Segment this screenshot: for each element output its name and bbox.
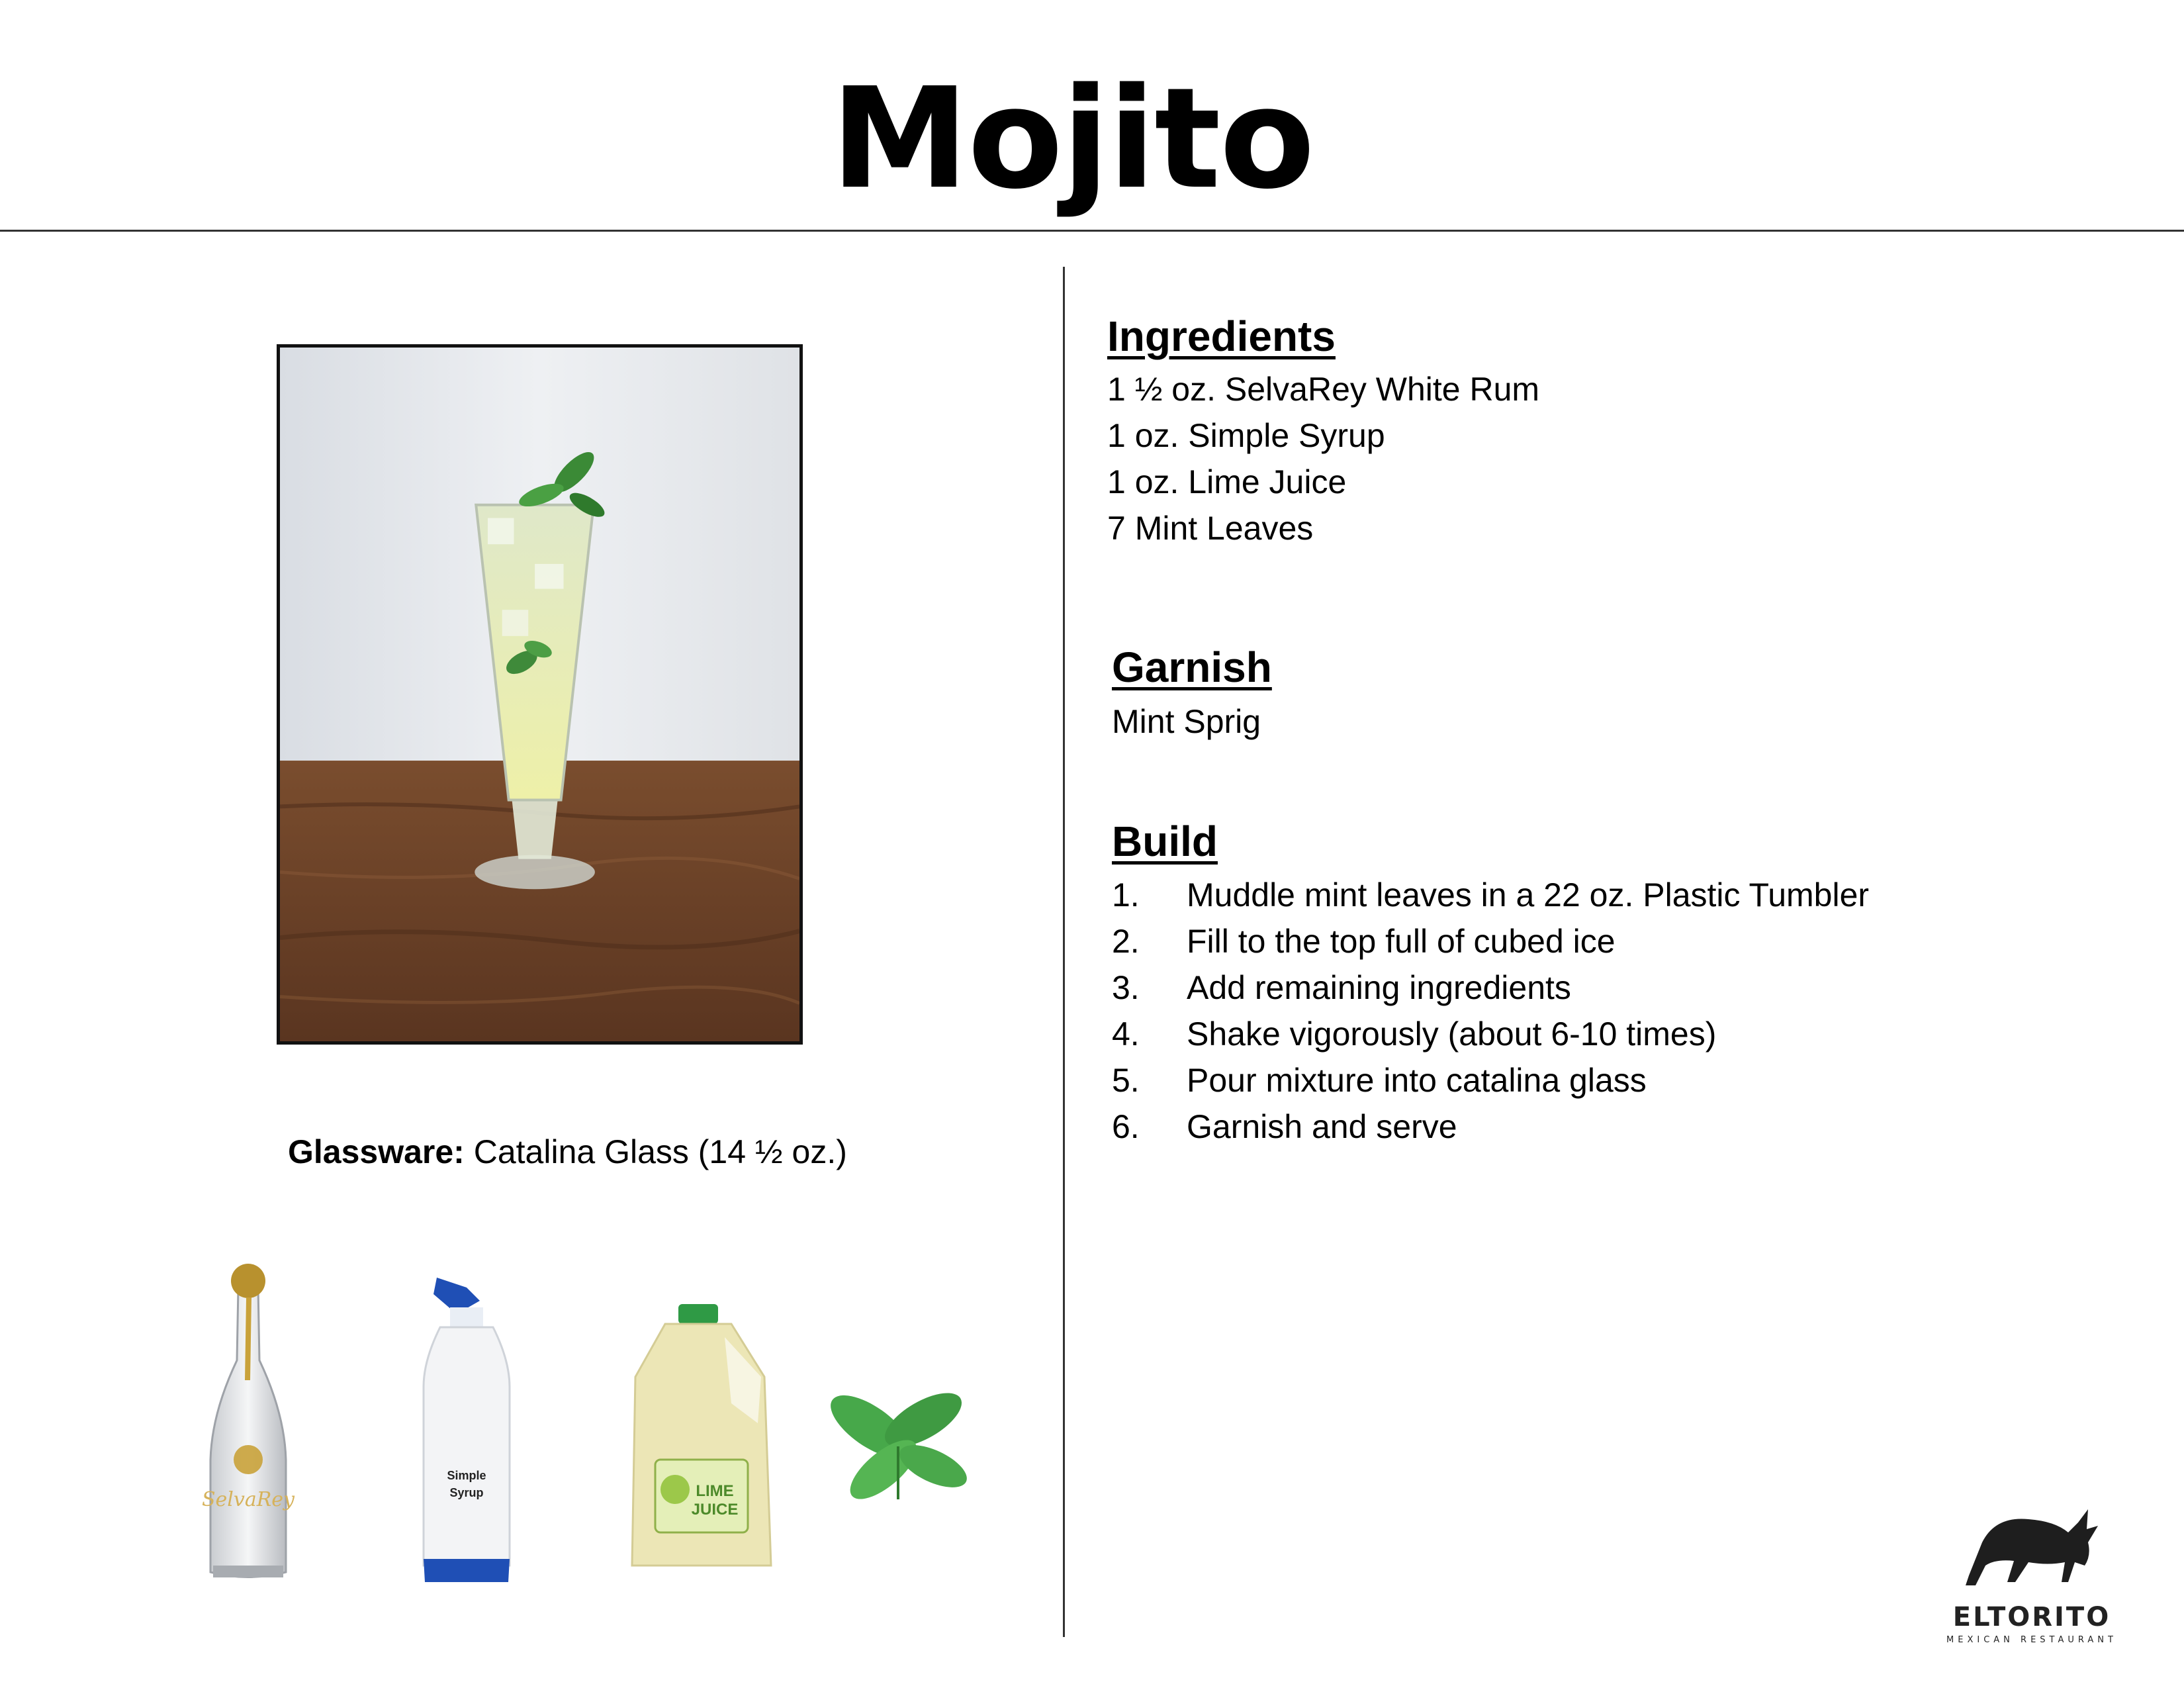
- build-heading: Build: [1112, 818, 1218, 865]
- logo-subtitle: MEXICAN RESTAURANT: [1946, 1635, 2117, 1645]
- build-step-text: Shake vigorously (about 6-10 times): [1187, 1015, 1717, 1053]
- column-divider: [1063, 267, 1065, 1637]
- rum-bottle-image: [199, 1261, 298, 1585]
- build-step-number: 4.: [1112, 1015, 1140, 1053]
- build-step-text: Fill to the top full of cubed ice: [1187, 923, 1615, 960]
- build-step-number: 5.: [1112, 1062, 1140, 1099]
- build-step-number: 6.: [1112, 1108, 1140, 1145]
- glassware-value: Catalina Glass (14 ½ oz.): [473, 1133, 847, 1170]
- cocktail-photo: [277, 344, 803, 1045]
- page-title: Mojito: [831, 58, 1314, 220]
- build-step-text: Pour mixture into catalina glass: [1187, 1062, 1647, 1099]
- build-step-text: Muddle mint leaves in a 22 oz. Plastic Tumbler: [1187, 876, 1870, 914]
- syrup-label-line-2: Syrup: [449, 1486, 484, 1499]
- glassware-line: [288, 1132, 847, 1172]
- lime-juice-jug-image: [625, 1304, 778, 1572]
- build-step-number: 1.: [1112, 876, 1140, 914]
- syrup-label-line-1: Simple: [447, 1469, 486, 1482]
- ingredient-item: 7 Mint Leaves: [1107, 510, 1314, 547]
- juice-label-line-2: JUICE: [691, 1501, 739, 1519]
- build-step-text: Add remaining ingredients: [1187, 969, 1571, 1006]
- build-step-text: Garnish and serve: [1187, 1108, 1457, 1145]
- ingredient-item: 1 oz. Simple Syrup: [1107, 417, 1385, 454]
- ingredient-item: 1 ½ oz. SelvaRey White Rum: [1107, 371, 1540, 408]
- logo-name: ELTORITO: [1952, 1602, 2111, 1632]
- mint-leaves-image: [824, 1380, 973, 1503]
- juice-label-line-1: LIME: [696, 1482, 734, 1500]
- ingredients-heading: Ingredients: [1107, 312, 1336, 360]
- garnish-heading: Garnish: [1112, 643, 1272, 691]
- simple-syrup-bottle-image: [417, 1274, 516, 1585]
- glassware-label: Glassware:: [288, 1133, 465, 1170]
- build-step-number: 2.: [1112, 923, 1140, 960]
- bull-icon: [1956, 1503, 2108, 1589]
- build-step-number: 3.: [1112, 969, 1140, 1006]
- ingredient-item: 1 oz. Lime Juice: [1107, 463, 1347, 500]
- el-torito-logo: [1923, 1503, 2141, 1648]
- rum-label: SelvaRey: [201, 1488, 295, 1511]
- garnish-value: Mint Sprig: [1112, 703, 1261, 740]
- header-divider: [0, 230, 2184, 232]
